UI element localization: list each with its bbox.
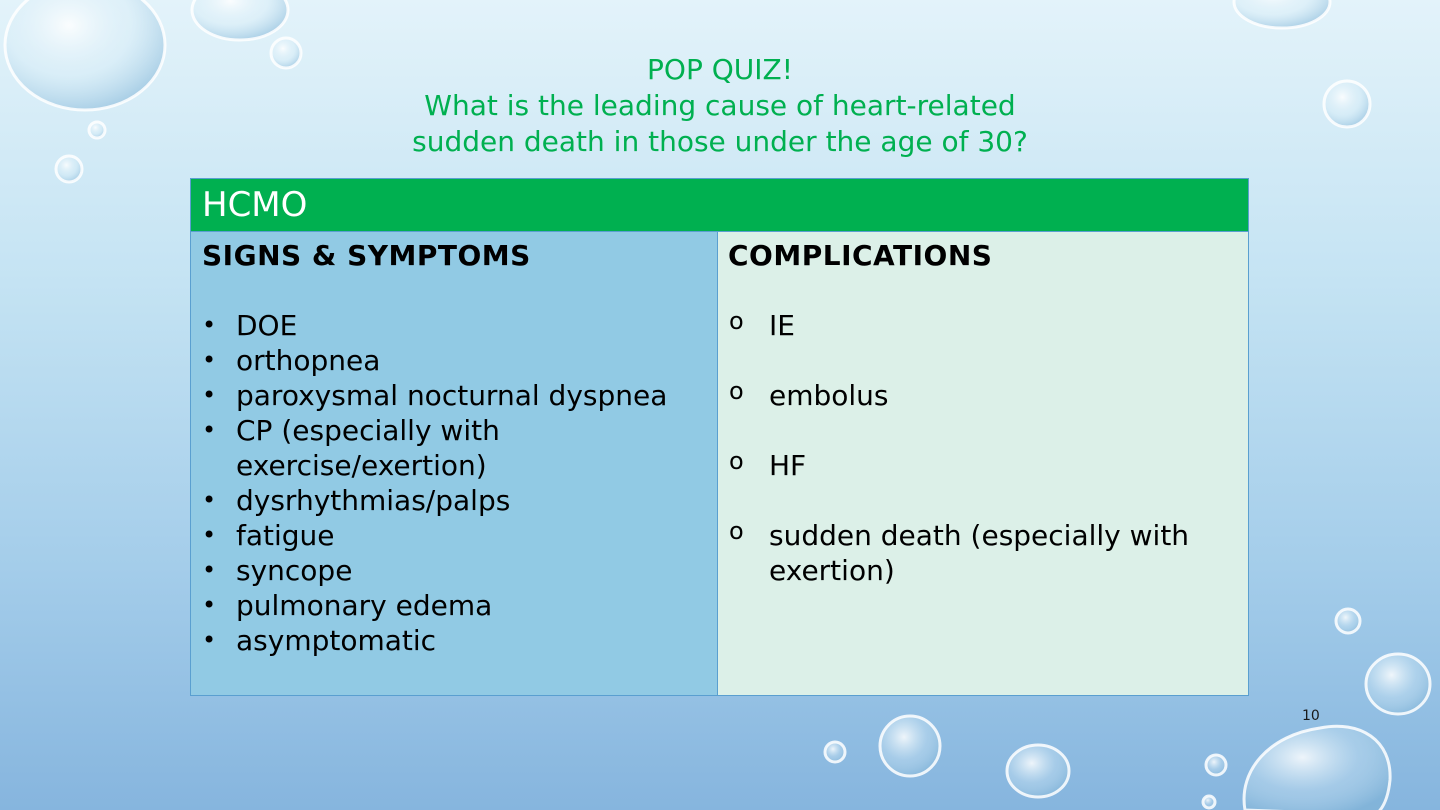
- symptom-item: [202, 518, 706, 553]
- title-line-3: sudden death in those under the age of 30?: [412, 125, 1028, 158]
- bullet-marker: •: [202, 311, 217, 339]
- symptom-item-text: CP (especially with exercise/exertion): [236, 414, 500, 482]
- symptom-item: [202, 588, 706, 623]
- complication-item: [728, 448, 1237, 483]
- complication-item-text: embolus: [769, 379, 889, 412]
- bullet-marker: •: [202, 416, 217, 444]
- symptom-item: [202, 483, 706, 518]
- symptom-item: [202, 413, 706, 483]
- bullet-marker: •: [202, 381, 217, 409]
- bullet-marker: •: [202, 486, 217, 514]
- complication-item: [728, 518, 1237, 588]
- complication-item: [728, 378, 1237, 413]
- bullet-marker: o: [729, 517, 744, 545]
- bullet-marker: •: [202, 626, 217, 654]
- symptom-item: [202, 308, 706, 343]
- symptom-item-text: DOE: [236, 309, 298, 342]
- title-line-1: POP QUIZ!: [647, 53, 793, 86]
- symptom-item-text: pulmonary edema: [236, 589, 493, 622]
- symptom-item-text: orthopnea: [236, 344, 381, 377]
- title-line-2: What is the leading cause of heart-related: [424, 89, 1016, 122]
- symptom-item-text: asymptomatic: [236, 624, 437, 657]
- symptom-item-text: paroxysmal nocturnal dyspnea: [236, 379, 668, 412]
- bullet-marker: •: [202, 521, 217, 549]
- bullet-marker: •: [202, 591, 217, 619]
- complication-item-text: HF: [769, 449, 807, 482]
- signs-column: [191, 232, 718, 695]
- symptom-item: [202, 378, 706, 413]
- bullet-marker: o: [729, 377, 744, 405]
- symptom-item: [202, 623, 706, 658]
- complications-column: [718, 232, 1248, 695]
- complications-list: [728, 308, 1237, 588]
- complications-heading: COMPLICATIONS: [728, 239, 993, 272]
- complication-item: [728, 308, 1237, 343]
- table-header: HCMO: [191, 179, 1248, 232]
- slide-title: [290, 52, 1150, 160]
- bullet-marker: •: [202, 346, 217, 374]
- hcmo-table: [190, 178, 1249, 696]
- complication-item-text: IE: [769, 309, 795, 342]
- complication-item-text: sudden death (especially with exertion): [769, 519, 1190, 587]
- symptom-item: [202, 343, 706, 378]
- page-number: 10: [1302, 708, 1320, 724]
- symptom-item-text: syncope: [236, 554, 353, 587]
- bullet-marker: o: [729, 447, 744, 475]
- symptom-item: [202, 553, 706, 588]
- signs-list: [202, 308, 706, 658]
- symptom-item-text: fatigue: [236, 519, 335, 552]
- symptom-item-text: dysrhythmias/palps: [236, 484, 511, 517]
- signs-heading: SIGNS & SYMPTOMS: [202, 239, 531, 272]
- bullet-marker: o: [729, 307, 744, 335]
- bullet-marker: •: [202, 556, 217, 584]
